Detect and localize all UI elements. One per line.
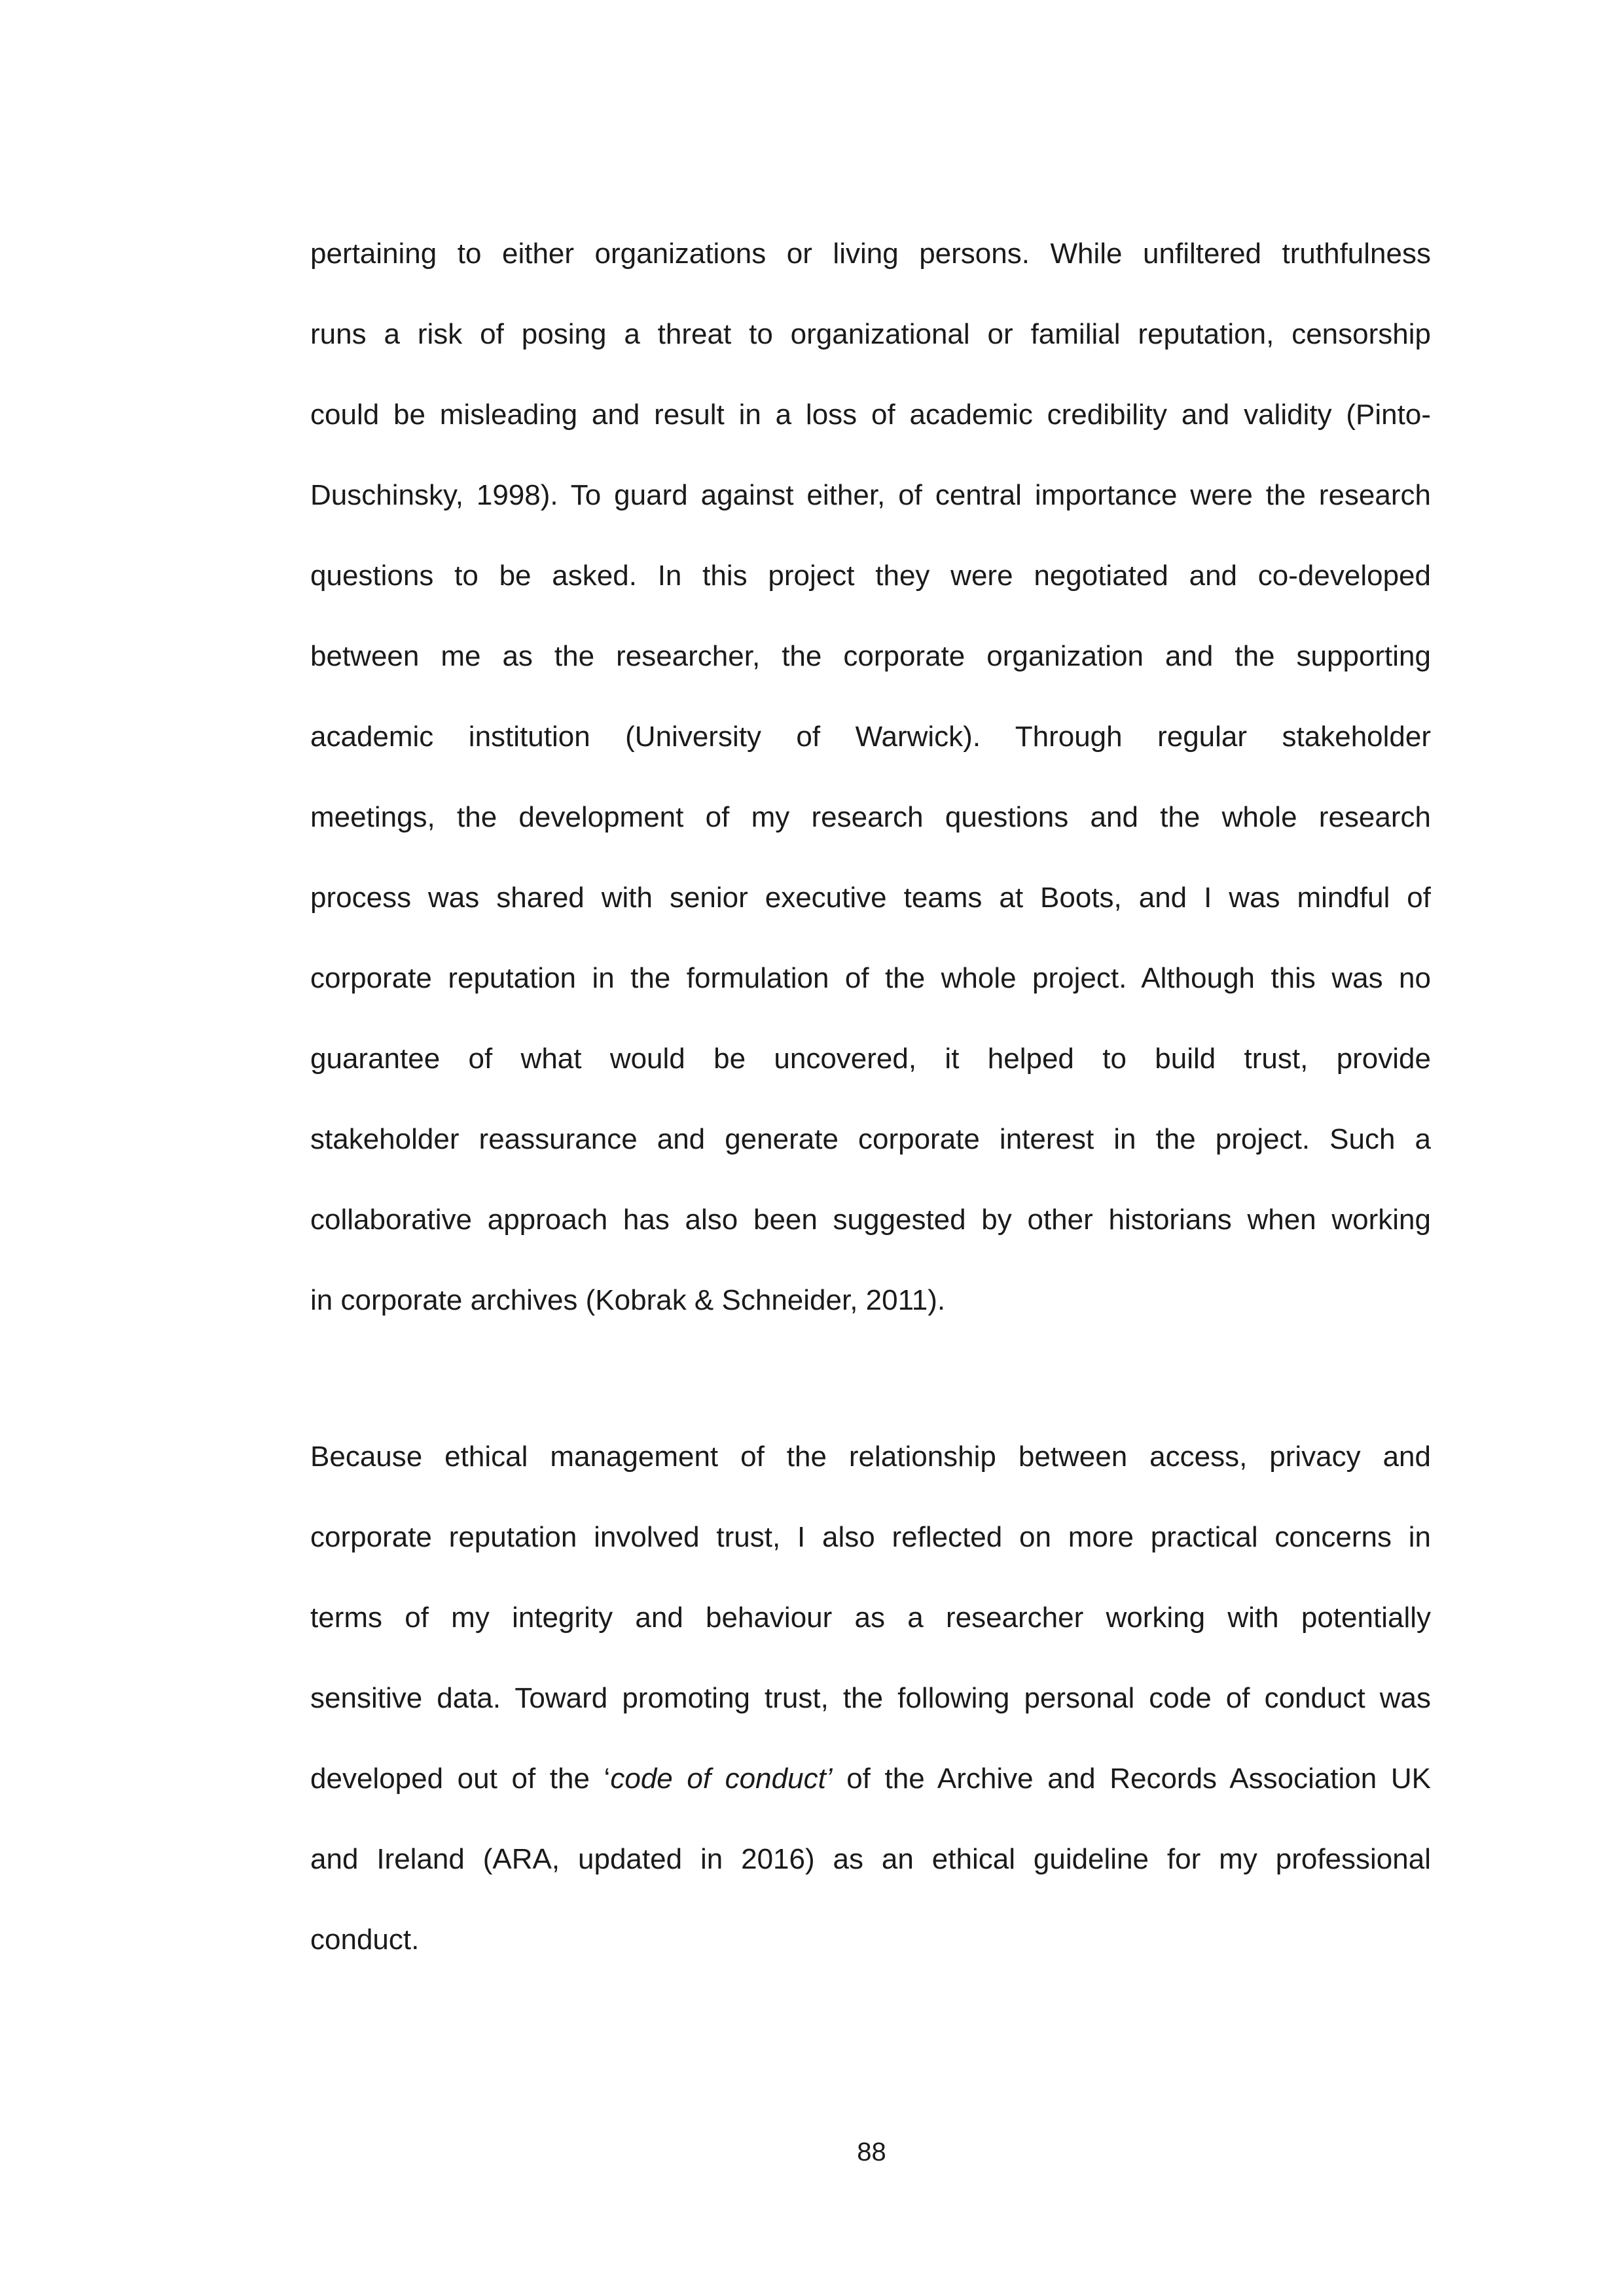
text-line: conduct. (310, 1924, 420, 1956)
text-line: process was shared with senior executive teams at Boots, and I was mindful of (310, 882, 1431, 914)
text-line: meetings, the development of my research questions and the whole research (310, 801, 1431, 833)
text-segment: of the Archive and Records Association UK (832, 1763, 1431, 1795)
text-line-with-italic (310, 1738, 1431, 1819)
italic-citation-title: code of conduct’ (610, 1763, 833, 1795)
page-number: 88 (857, 2138, 886, 2166)
text-line: could be misleading and result in a loss of academic credibility and validity (Pinto- (310, 399, 1431, 431)
text-line: terms of my integrity and behaviour as a researcher working with potentially (310, 1602, 1431, 1634)
text-line: Because ethical management of the relationship between access, privacy and (310, 1441, 1431, 1473)
text-line: academic institution (University of Warwick). Through regular stakeholder (310, 721, 1431, 753)
text-line: and Ireland (ARA, updated in 2016) as an ethical guideline for my professional (310, 1843, 1431, 1875)
text-line: guarantee of what would be uncovered, it helped to build trust, provide (310, 1043, 1431, 1075)
text-line: sensitive data. Toward promoting trust, the following personal code of conduct was (310, 1682, 1431, 1714)
text-segment: developed out of the ‘ (310, 1763, 611, 1795)
paragraph-2 (310, 1416, 1431, 1980)
text-line: corporate reputation in the formulation of the whole project. Although this was no (310, 962, 1431, 994)
text-line: stakeholder reassurance and generate corporate interest in the project. Such a (310, 1123, 1431, 1155)
text-line: pertaining to either organizations or living persons. While unfiltered truthfulness (310, 238, 1431, 270)
text-line: in corporate archives (Kobrak & Schneider, 2011). (310, 1284, 946, 1316)
text-line: collaborative approach has also been suggested by other historians when working (310, 1204, 1431, 1236)
text-line: questions to be asked. In this project they were negotiated and co-developed (310, 560, 1431, 592)
text-line: Duschinsky, 1998). To guard against either, of central importance were the research (310, 479, 1431, 511)
paragraph-1 (310, 213, 1431, 1340)
text-line: corporate reputation involved trust, I also reflected on more practical concerns in (310, 1521, 1431, 1553)
text-line: between me as the researcher, the corporate organization and the supporting (310, 640, 1431, 672)
text-line: runs a risk of posing a threat to organizational or familial reputation, censorship (310, 318, 1431, 350)
